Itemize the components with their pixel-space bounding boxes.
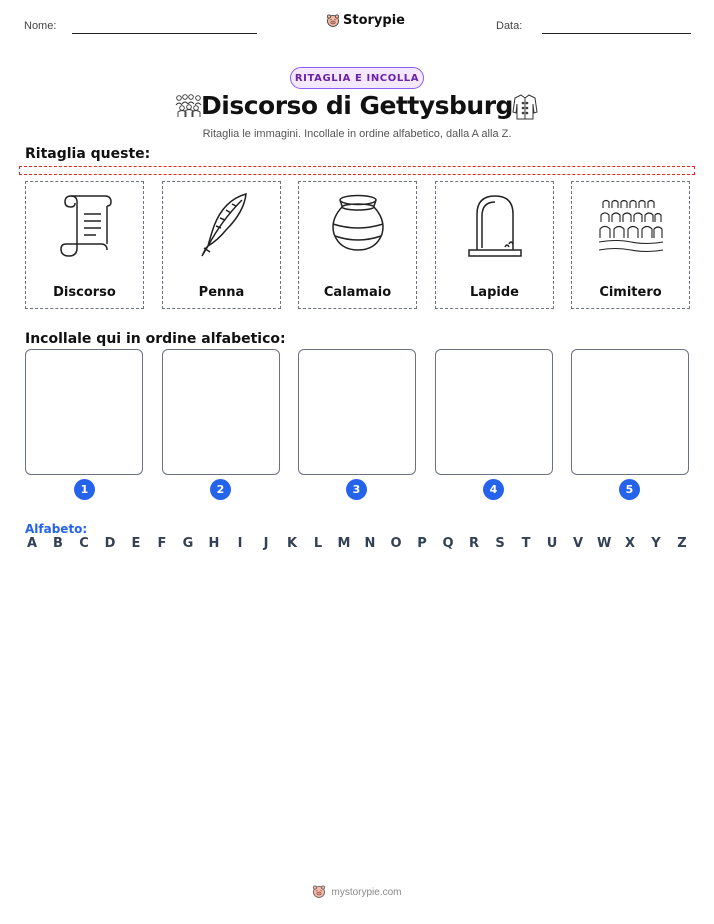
paste-slot-3[interactable]: [298, 349, 416, 475]
alphabet-letter: E: [131, 536, 141, 551]
cut-card-penna[interactable]: [162, 181, 281, 309]
pig-mascot-icon: [326, 14, 340, 28]
name-label: Nome:: [24, 20, 57, 32]
alphabet-letter: G: [182, 536, 194, 551]
cemetery-icon: [597, 190, 665, 262]
alphabet-letter: B: [53, 536, 63, 551]
alphabet-letter: F: [157, 536, 167, 551]
coat-icon: [510, 92, 540, 122]
alphabet-letter: Y: [651, 536, 661, 551]
alphabet-letter: N: [364, 536, 376, 551]
pig-mascot-icon: [312, 885, 326, 899]
card-label: Lapide: [470, 285, 519, 300]
slot-number-badge: 2: [210, 479, 231, 500]
date-label: Data:: [496, 20, 523, 32]
card-label: Cimitero: [599, 285, 662, 300]
quill-pen-icon: [188, 190, 256, 262]
paste-heading: Incollale qui in ordine alfabetico:: [25, 331, 286, 347]
alphabet-letter: R: [468, 536, 479, 551]
alphabet-letter: K: [286, 536, 298, 551]
alphabet-letter: H: [208, 536, 220, 551]
cut-card-calamaio[interactable]: [298, 181, 417, 309]
slot-number-badge: 1: [74, 479, 95, 500]
card-label: Calamaio: [323, 285, 392, 300]
inkwell-icon: [324, 190, 392, 262]
alphabet-letter: S: [495, 536, 505, 551]
alphabet-letter: J: [263, 536, 269, 551]
alphabet-letter: C: [79, 536, 89, 551]
alphabet-letter: P: [417, 536, 427, 551]
date-line[interactable]: [542, 33, 691, 34]
alphabet-letter: A: [26, 536, 38, 551]
tombstone-icon: [461, 190, 529, 262]
footer-url[interactable]: mystorypie.com: [331, 886, 402, 898]
alphabet-letter: I: [237, 536, 243, 551]
slot-number-badge: 4: [483, 479, 504, 500]
paste-slot-2[interactable]: [162, 349, 280, 475]
cut-card-discorso[interactable]: [25, 181, 144, 309]
storypie-logo: [326, 13, 405, 28]
paste-slot-5[interactable]: [571, 349, 689, 475]
alphabet-letter: T: [521, 536, 531, 551]
alphabet-letter: V: [572, 536, 584, 551]
brand-name: Storypie: [343, 13, 405, 28]
card-label: Discorso: [53, 285, 116, 300]
scroll-icon: [51, 190, 119, 262]
alphabet-letter: M: [337, 536, 351, 551]
name-line[interactable]: [72, 33, 257, 34]
alphabet-letter: X: [624, 536, 636, 551]
cut-heading: Ritaglia queste:: [25, 146, 151, 162]
activity-badge: RITAGLIA E INCOLLA: [290, 67, 424, 89]
paste-slot-1[interactable]: [25, 349, 143, 475]
alphabet-row: [25, 536, 689, 551]
cut-card-cimitero[interactable]: [571, 181, 690, 309]
alphabet-letter: D: [104, 536, 116, 551]
slot-number-badge: 3: [346, 479, 367, 500]
alphabet-letter: Z: [677, 536, 687, 551]
page-title: Discorso di Gettysburg: [201, 91, 513, 120]
slot-number-badge: 5: [619, 479, 640, 500]
alphabet-letter: W: [597, 536, 612, 551]
paste-slot-4[interactable]: [435, 349, 553, 475]
alphabet-letter: U: [546, 536, 558, 551]
alphabet-letter: L: [313, 536, 323, 551]
alphabet-letter: Q: [442, 536, 454, 551]
cut-card-lapide[interactable]: [435, 181, 554, 309]
alphabet-heading: Alfabeto:: [25, 522, 88, 536]
footer: [0, 885, 714, 899]
cut-line: [19, 166, 695, 175]
instructions: Ritaglia le immagini. Incollale in ordine alfabetico, dalla A alla Z.: [202, 128, 512, 140]
card-label: Penna: [198, 285, 245, 300]
alphabet-letter: O: [390, 536, 402, 551]
